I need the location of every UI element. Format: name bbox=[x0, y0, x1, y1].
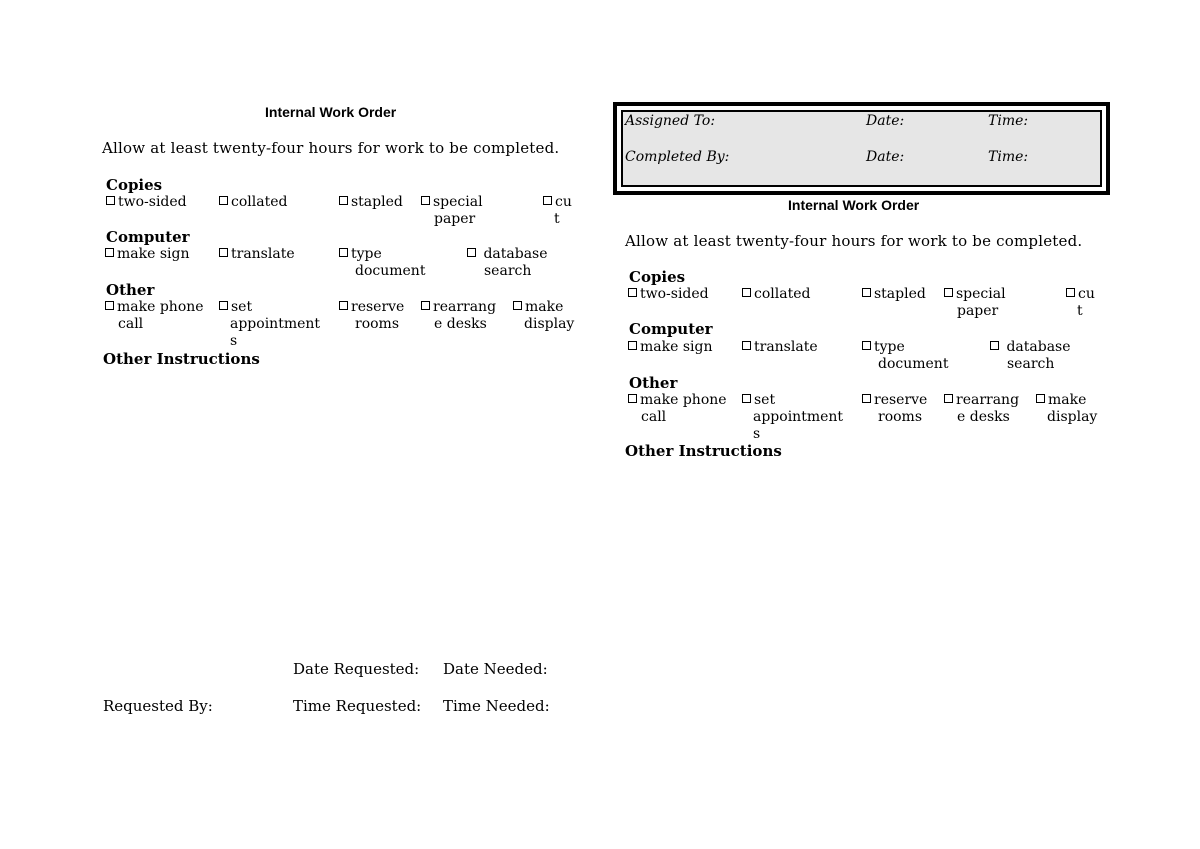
option-stapled[interactable]: stapled bbox=[339, 194, 403, 211]
option-make-sign[interactable]: make sign bbox=[628, 339, 712, 356]
form-intro-copy: Allow at least twenty-four hours for work to be completed. bbox=[625, 232, 1083, 250]
option-special-paper[interactable]: special paper bbox=[421, 194, 483, 228]
option-cut[interactable]: cu t bbox=[543, 194, 572, 228]
option-reserve-rooms[interactable]: reserve rooms bbox=[862, 392, 927, 426]
checkbox[interactable] bbox=[421, 301, 430, 310]
section-copies: Copies bbox=[106, 176, 163, 194]
option-cut[interactable]: cu t bbox=[1066, 286, 1095, 320]
section-computer: Computer bbox=[106, 228, 190, 246]
option-database-search[interactable]: database search bbox=[990, 339, 1071, 373]
assigned-time-label: Time: bbox=[988, 113, 1029, 129]
section-other-instructions-copy: Other Instructions bbox=[625, 442, 782, 460]
option-make-phone-call[interactable]: make phone call bbox=[105, 299, 204, 333]
section-other-copy: Other bbox=[629, 374, 678, 392]
option-reserve-rooms[interactable]: reserve rooms bbox=[339, 299, 404, 333]
option-translate[interactable]: translate bbox=[742, 339, 818, 356]
option-make-display[interactable]: make display bbox=[1036, 392, 1097, 426]
section-other: Other bbox=[106, 281, 155, 299]
checkbox[interactable] bbox=[543, 196, 552, 205]
checkbox[interactable] bbox=[944, 394, 953, 403]
checkbox[interactable] bbox=[944, 288, 953, 297]
checkbox[interactable] bbox=[339, 301, 348, 310]
checkbox[interactable] bbox=[742, 341, 751, 350]
form-title-copy: Internal Work Order bbox=[788, 197, 920, 213]
checkbox[interactable] bbox=[421, 196, 430, 205]
checkbox[interactable] bbox=[513, 301, 522, 310]
checkbox[interactable] bbox=[105, 248, 114, 257]
checkbox[interactable] bbox=[628, 341, 637, 350]
section-computer-copy: Computer bbox=[629, 320, 713, 338]
option-make-display[interactable]: make display bbox=[513, 299, 574, 333]
checkbox[interactable] bbox=[862, 288, 871, 297]
option-collated[interactable]: collated bbox=[219, 194, 287, 211]
assigned-to-label: Assigned To: bbox=[625, 113, 716, 129]
option-rearrange-desks[interactable]: rearrang e desks bbox=[421, 299, 496, 333]
option-make-phone-call[interactable]: make phone call bbox=[628, 392, 727, 426]
option-stapled[interactable]: stapled bbox=[862, 286, 926, 303]
option-database-search[interactable]: database search bbox=[467, 246, 548, 280]
checkbox[interactable] bbox=[106, 196, 115, 205]
option-special-paper[interactable]: special paper bbox=[944, 286, 1006, 320]
checkbox[interactable] bbox=[862, 394, 871, 403]
form-title: Internal Work Order bbox=[265, 104, 397, 120]
option-set-appointments[interactable]: set appointment s bbox=[742, 392, 843, 443]
checkbox[interactable] bbox=[990, 341, 999, 350]
checkbox[interactable] bbox=[1066, 288, 1075, 297]
time-requested-label: Time Requested: bbox=[293, 697, 422, 715]
completed-date-label: Date: bbox=[866, 149, 905, 165]
section-other-instructions: Other Instructions bbox=[103, 350, 260, 368]
option-type-document[interactable]: type document bbox=[862, 339, 948, 373]
option-set-appointments[interactable]: set appointment s bbox=[219, 299, 320, 350]
checkbox[interactable] bbox=[219, 196, 228, 205]
checkbox[interactable] bbox=[339, 196, 348, 205]
date-needed-label: Date Needed: bbox=[443, 660, 548, 678]
section-copies-copy: Copies bbox=[629, 268, 686, 286]
checkbox[interactable] bbox=[862, 341, 871, 350]
assigned-date-label: Date: bbox=[866, 113, 905, 129]
checkbox[interactable] bbox=[628, 288, 637, 297]
time-needed-label: Time Needed: bbox=[443, 697, 550, 715]
option-make-sign[interactable]: make sign bbox=[105, 246, 189, 263]
checkbox[interactable] bbox=[467, 248, 476, 257]
checkbox[interactable] bbox=[219, 248, 228, 257]
option-two-sided[interactable]: two-sided bbox=[628, 286, 709, 303]
checkbox[interactable] bbox=[628, 394, 637, 403]
completed-by-label: Completed By: bbox=[625, 149, 730, 165]
checkbox[interactable] bbox=[742, 288, 751, 297]
checkbox[interactable] bbox=[105, 301, 114, 310]
checkbox[interactable] bbox=[219, 301, 228, 310]
checkbox[interactable] bbox=[1036, 394, 1045, 403]
checkbox[interactable] bbox=[742, 394, 751, 403]
option-rearrange-desks[interactable]: rearrang e desks bbox=[944, 392, 1019, 426]
completed-time-label: Time: bbox=[988, 149, 1029, 165]
option-translate[interactable]: translate bbox=[219, 246, 295, 263]
option-type-document[interactable]: type document bbox=[339, 246, 425, 280]
option-collated[interactable]: collated bbox=[742, 286, 810, 303]
checkbox[interactable] bbox=[339, 248, 348, 257]
form-intro: Allow at least twenty-four hours for work to be completed. bbox=[102, 139, 560, 157]
date-requested-label: Date Requested: bbox=[293, 660, 420, 678]
requested-by-label: Requested By: bbox=[103, 697, 213, 715]
option-two-sided[interactable]: two-sided bbox=[106, 194, 187, 211]
